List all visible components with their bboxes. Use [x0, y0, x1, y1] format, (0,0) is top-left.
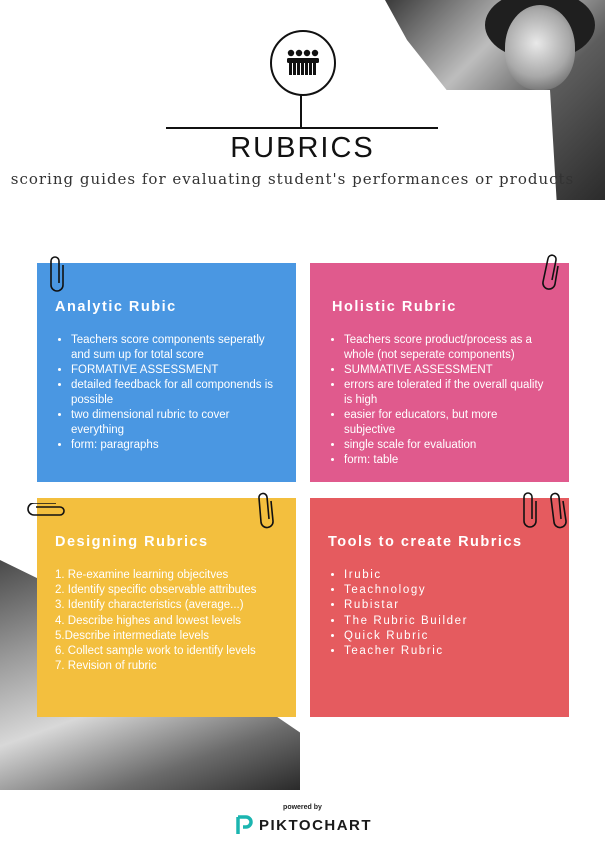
- logo-stem-line: [300, 94, 302, 127]
- page-subtitle: scoring guides for evaluating student's performances or products: [10, 170, 575, 188]
- step-item: 5.Describe intermediate levels: [55, 629, 210, 642]
- holistic-rubric-card: [310, 263, 569, 482]
- list-item: • Irubic: [344, 568, 551, 583]
- list-item: • form: paragraphs: [71, 438, 278, 453]
- card-title: Designing Rubrics: [55, 534, 209, 550]
- list-item: • two dimensional rubric to cover everything: [71, 408, 278, 438]
- paperclip-icon: [26, 503, 68, 519]
- tools-card: [310, 498, 569, 717]
- card-title: Tools to create Rubrics: [328, 534, 523, 550]
- photo-face: [505, 5, 575, 90]
- list-item: • Quick Rubric: [344, 629, 551, 644]
- list-item: • form: table: [344, 453, 551, 468]
- list-item: • detailed feedback for all componends is possible: [71, 378, 278, 408]
- card-title: Analytic Rubic: [55, 299, 177, 315]
- analytic-rubric-card: [37, 263, 296, 482]
- step-item: 1. Re-examine learning objecitves: [55, 569, 229, 581]
- card-title: Holistic Rubric: [332, 299, 457, 315]
- list-item: • The Rubric Builder: [344, 614, 551, 629]
- people-group-icon: [270, 30, 336, 96]
- powered-by-label: powered by: [283, 804, 322, 811]
- brand-name: PIKTOCHART: [259, 816, 373, 834]
- list-item: • Teacher Rubric: [344, 644, 551, 659]
- step-item: 2. Identify specific observable attributes: [55, 584, 257, 597]
- paperclip-icon: [548, 489, 570, 531]
- step-item: 7. Revision of rubric: [55, 660, 157, 673]
- list-item: • FORMATIVE ASSESSMENT: [71, 363, 278, 378]
- list-item: • Rubistar: [344, 598, 551, 613]
- header-divider: [166, 127, 438, 129]
- paperclip-icon: [520, 489, 538, 529]
- paperclip-icon: [48, 253, 64, 293]
- card-list: [328, 568, 551, 659]
- list-item: • SUMMATIVE ASSESSMENT: [344, 363, 551, 378]
- card-list: [55, 333, 278, 453]
- list-item: • single scale for evaluation: [344, 438, 551, 453]
- list-item: • Teachers score product/process as a whole (not seperate components): [344, 333, 551, 363]
- card-steps: [55, 568, 278, 674]
- step-item: 3. Identify characteristics (average...): [55, 599, 244, 612]
- paperclip-icon: [256, 489, 276, 531]
- list-item: • errors are tolerated if the overall quality is high: [344, 378, 551, 408]
- list-item: • Teachers score components seperatly and sum up for total score: [71, 333, 278, 363]
- paperclip-icon: [538, 252, 562, 292]
- list-item: • Teachnology: [344, 583, 551, 598]
- piktochart-brand: [235, 815, 372, 835]
- step-item: 4. Describe highes and lowest levels: [55, 614, 242, 627]
- page-title: RUBRICS: [230, 132, 375, 164]
- list-item: • easier for educators, but more subjective: [344, 408, 551, 438]
- step-item: 6. Collect sample work to identify levels: [55, 645, 256, 658]
- piktochart-logo-icon: [235, 815, 253, 835]
- card-list: [328, 333, 551, 468]
